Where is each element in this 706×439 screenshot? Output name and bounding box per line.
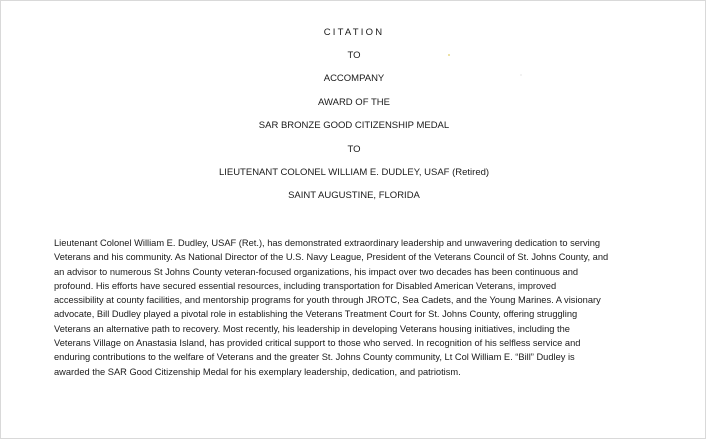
body-line: profound. His efforts have secured essential resources, including transportation for Disabled American Veterans, improved: [54, 280, 557, 291]
body-line: awarded the SAR Good Citizenship Medal for his exemplary leadership, dedication, and patriotism.: [54, 366, 461, 377]
body-line: Veterans Village on Anastasia Island, has provided critical support to those who served. In recognition of his selfless service and: [54, 338, 581, 349]
heading-medal-name: SAR BRONZE GOOD CITIZENSHIP MEDAL: [258, 120, 450, 131]
body-line: Veterans and his community. As National Director of the U.S. Navy League, President of the Veterans Council of St. Johns County, and: [54, 252, 609, 263]
heading-to: TO: [347, 50, 361, 61]
heading-award-of-the: AWARD OF THE: [318, 97, 390, 108]
paper-speck: [448, 54, 450, 56]
body-line: enduring contributions to the welfare of Veterans and the greater St. Johns County community, Lt Col William E. “Bill” Dudley is: [54, 352, 575, 363]
citation-body: [54, 236, 664, 379]
heading-recipient-name: LIEUTENANT COLONEL WILLIAM E. DUDLEY, USAF (Retired): [218, 167, 490, 178]
heading-to-recipient: TO: [347, 144, 361, 155]
body-line: an advisor to numerous St Johns County veteran-focused organizations, his impact over two decades has been continuous and: [54, 266, 579, 277]
body-line: Veterans an alternative path to recovery. Most recently, his leadership in developing Veterans housing initiatives, including the: [54, 323, 570, 334]
body-line: Lieutenant Colonel William E. Dudley, USAF (Ret.), has demonstrated extraordinary leadership and unwavering dedication to serving: [54, 238, 601, 248]
heading-location: SAINT AUGUSTINE, FLORIDA: [288, 190, 420, 201]
paper-speck: [520, 74, 522, 76]
body-line: advocate, Bill Dudley played a pivotal role in establishing the Veterans Treatment Court for St. Johns County, offering struggling: [54, 309, 578, 320]
heading-citation: CITATION: [323, 27, 385, 38]
body-line: accessibility at county facilities, and mentorship programs for youth through JROTC, Sea Cadets, and the Young Marines. A visionary: [54, 295, 601, 306]
heading-accompany: ACCOMPANY: [323, 73, 385, 84]
